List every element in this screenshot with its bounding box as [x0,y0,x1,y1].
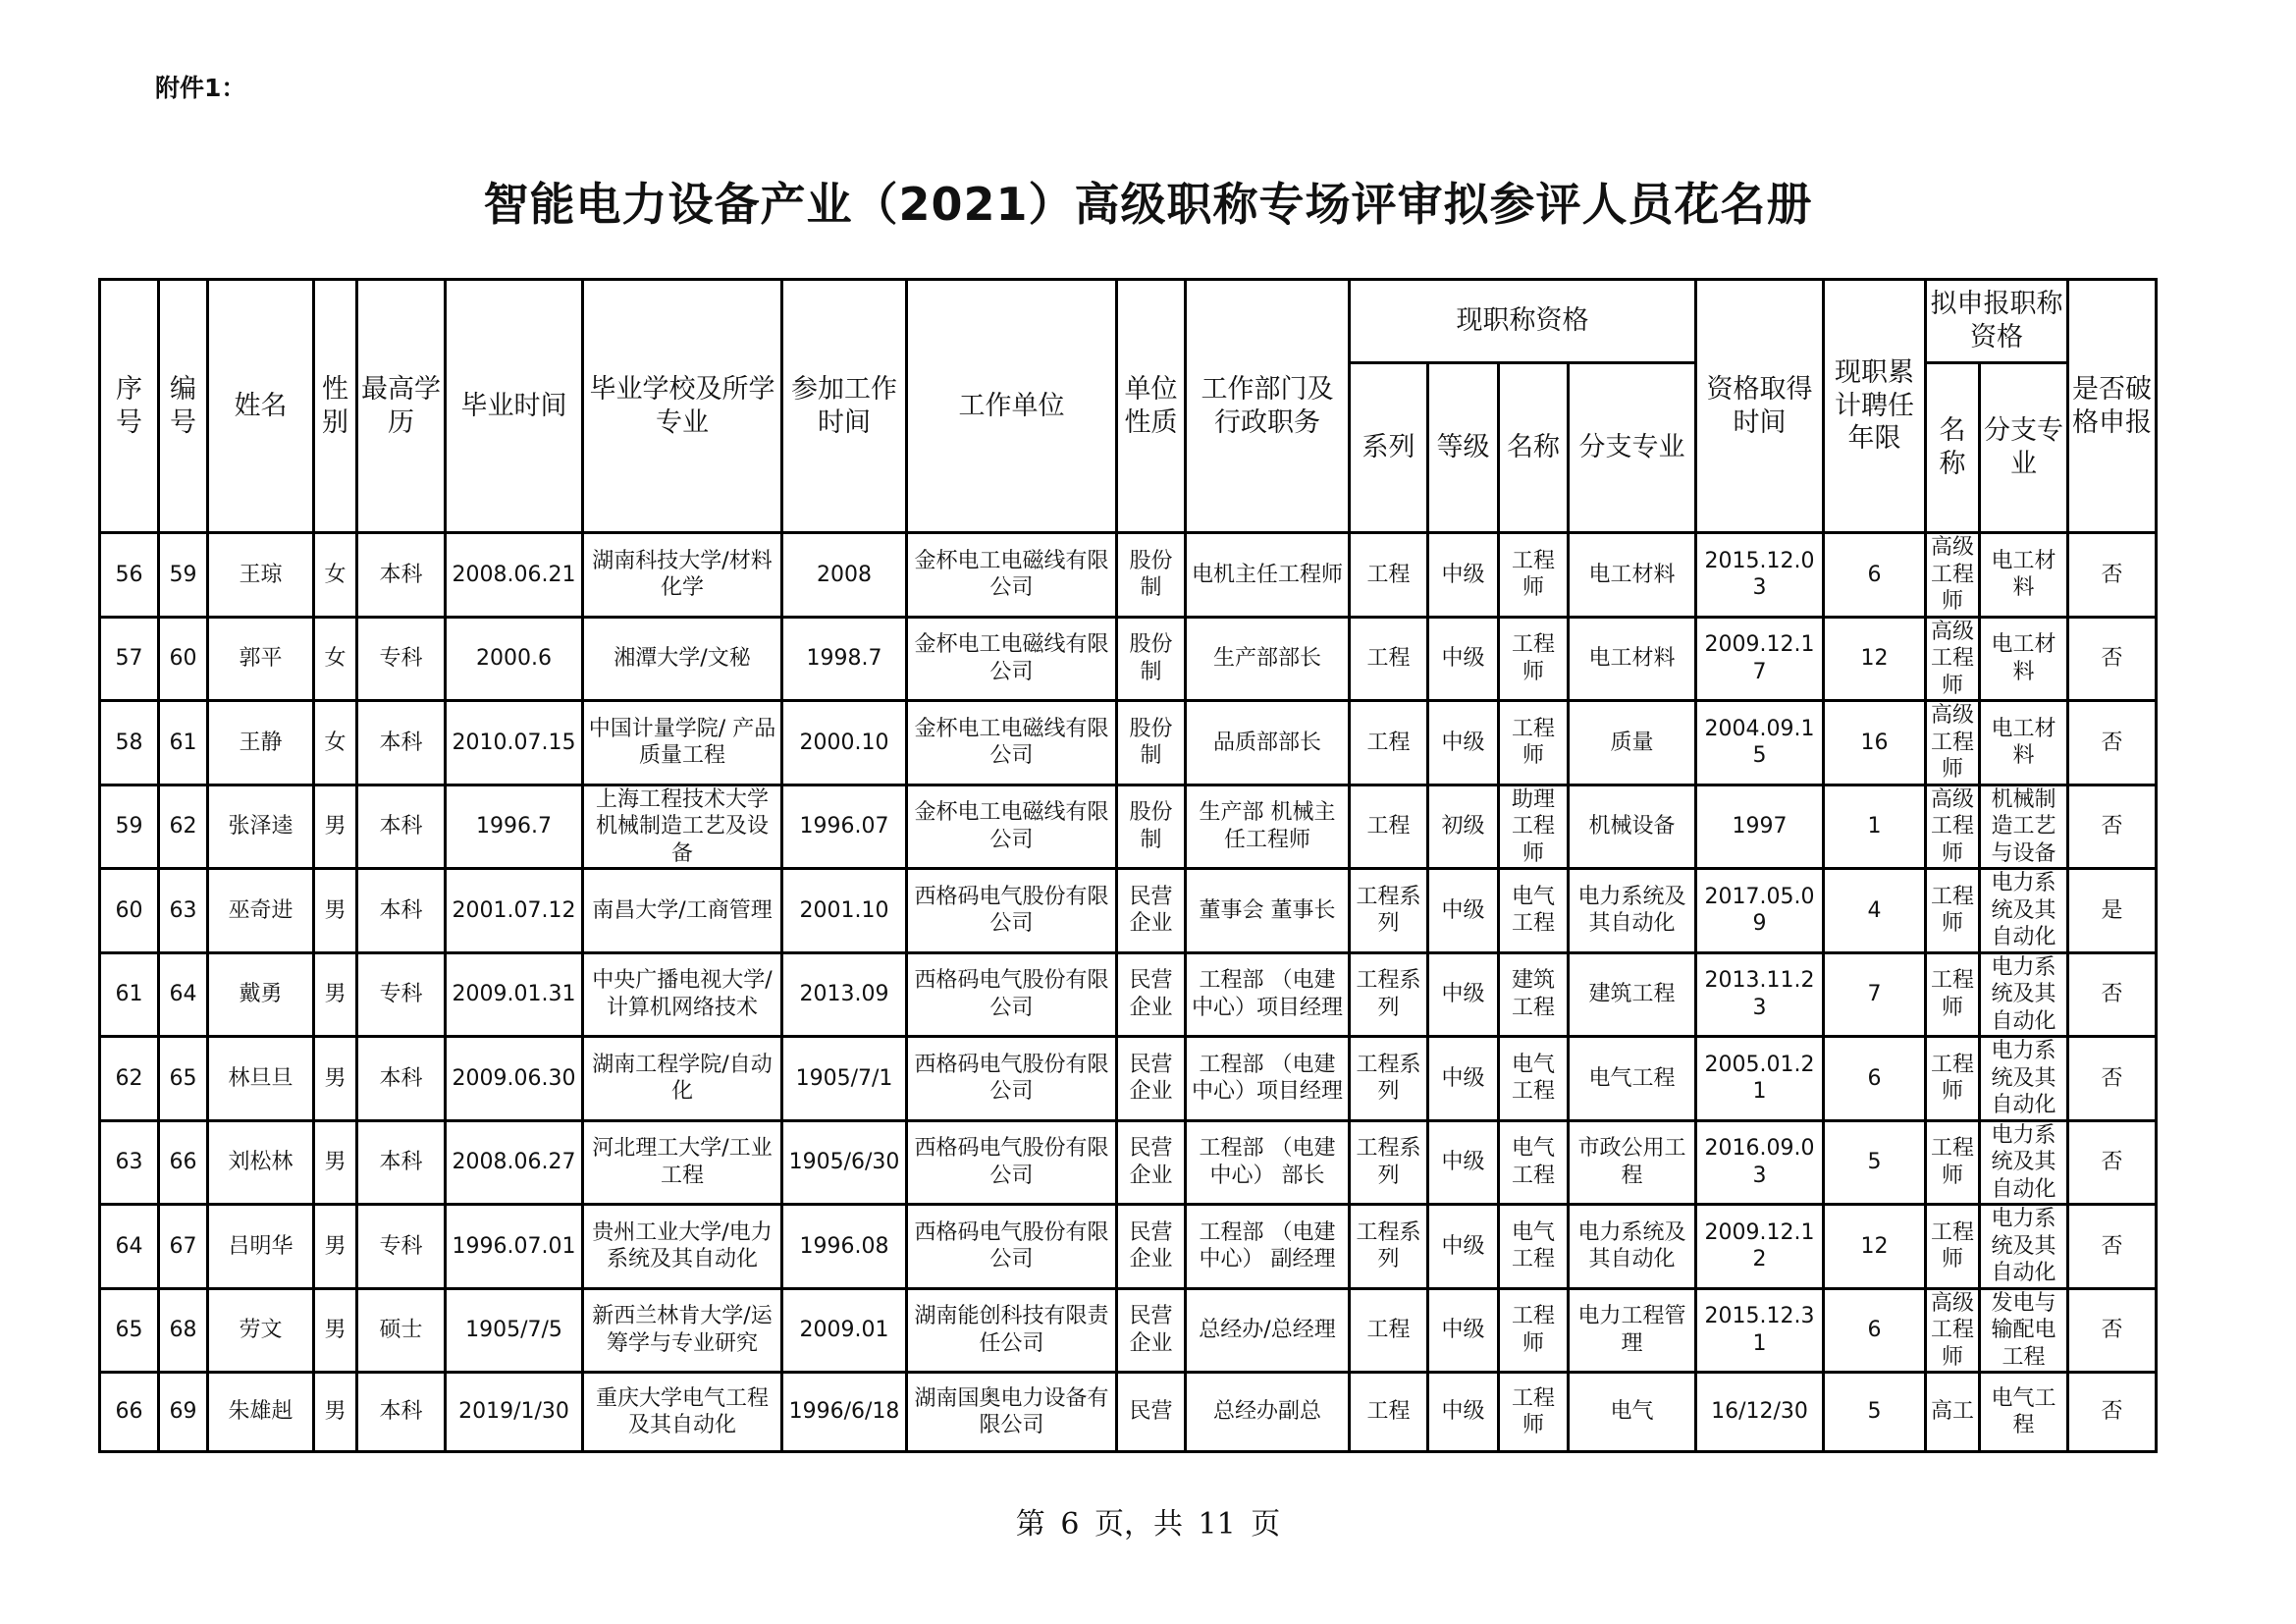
cell-name: 吕明华 [208,1205,314,1289]
cell-current-series: 工程系列 [1350,869,1428,953]
table-row [100,1288,2209,1373]
cell-unit-type: 股份制 [1117,701,1186,785]
col-header-education: 最高学历 [357,280,446,533]
col-header-school-major: 毕业学校及所学专业 [583,280,782,533]
cell-current-name: 电气工程 [1499,1120,1569,1205]
cell-employer: 西格码电气股份有限公司 [907,952,1117,1037]
cell-qual-time: 2004.09.15 [1696,701,1824,785]
cell-seq: 65 [100,1288,159,1373]
cell-apply-name: 工程师 [1926,1205,1980,1289]
cell-work-start: 1998.7 [782,617,907,701]
cell-qual-time: 1997 [1696,785,1824,869]
cell-seq: 62 [100,1037,159,1121]
cell-current-branch: 市政公用工程 [1569,1120,1696,1205]
cell-name: 刘松林 [208,1120,314,1205]
cell-current-series: 工程系列 [1350,1120,1428,1205]
cell-current-level: 中级 [1428,1373,1499,1452]
cell-current-branch: 电工材料 [1569,533,1696,618]
cell-exceptional: 否 [2068,533,2157,618]
cell-unit-type: 股份制 [1117,617,1186,701]
cell-work-start: 1996.07 [782,785,907,869]
attachment-label: 附件1： [155,74,246,102]
cell-code: 67 [159,1205,208,1289]
cell-apply-name: 高级工程师 [1926,785,1980,869]
cell-apply-branch: 电力系统及其自动化 [1980,1120,2068,1205]
cell-qual-time: 2015.12.31 [1696,1288,1824,1373]
cell-current-level: 中级 [1428,1288,1499,1373]
cell-exceptional: 否 [2068,1120,2157,1205]
cell-employer: 金杯电工电磁线有限公司 [907,701,1117,785]
col-header-code: 编号 [159,280,208,533]
cell-qual-time: 2015.12.03 [1696,533,1824,618]
cell-current-branch: 电气工程 [1569,1037,1696,1121]
cell-seq: 61 [100,952,159,1037]
cell-gender: 男 [314,785,357,869]
cell-dept-position: 生产部 机械主任工程师 [1186,785,1350,869]
cell-unit-type: 民营企业 [1117,869,1186,953]
col-header-exceptional: 是否破格申报 [2068,280,2157,533]
cell-seq: 60 [100,869,159,953]
cell-exceptional: 是 [2068,869,2157,953]
col-header-gender: 性别 [314,280,357,533]
cell-current-name: 电气工程 [1499,869,1569,953]
cell-apply-branch: 电工材料 [1980,617,2068,701]
cell-name: 郭平 [208,617,314,701]
cell-code: 69 [159,1373,208,1452]
cell-dept-position: 工程部 （电建中心） 部长 [1186,1120,1350,1205]
cell-qual-time: 16/12/30 [1696,1373,1824,1452]
table-row [100,533,2209,618]
cell-school-major: 上海工程技术大学机械制造工艺及设备 [583,785,782,869]
cell-education: 本科 [357,1120,446,1205]
cell-gender: 女 [314,701,357,785]
roster-body [100,533,2209,1452]
col-header-years-employed: 现职累计聘任年限 [1824,280,1926,533]
cell-gender: 女 [314,617,357,701]
cell-school-major: 湖南科技大学/材料化学 [583,533,782,618]
cell-education: 本科 [357,533,446,618]
cell-apply-name: 工程师 [1926,869,1980,953]
cell-work-start: 1905/7/1 [782,1037,907,1121]
cell-years-employed: 16 [1824,701,1926,785]
cell-apply-name: 工程师 [1926,1037,1980,1121]
cell-apply-name: 高工 [1926,1373,1980,1452]
cell-gender: 女 [314,533,357,618]
cell-gender: 男 [314,1037,357,1121]
cell-seq: 58 [100,701,159,785]
cell-current-branch: 建筑工程 [1569,952,1696,1037]
cell-gender: 男 [314,869,357,953]
cell-name: 朱雄赳 [208,1373,314,1452]
page-number: 第 6 页，共 11 页 [1015,1507,1281,1542]
cell-dept-position: 电机主任工程师 [1186,533,1350,618]
col-group-apply-title: 拟申报职称资格 [1926,280,2068,363]
cell-years-employed: 4 [1824,869,1926,953]
cell-current-name: 电气工程 [1499,1037,1569,1121]
cell-years-employed: 1 [1824,785,1926,869]
cell-school-major: 河北理工大学/工业工程 [583,1120,782,1205]
table-row [100,1373,2209,1452]
col-header-unit-type: 单位性质 [1117,280,1186,533]
cell-seq: 56 [100,533,159,618]
cell-school-major: 中央广播电视大学/计算机网络技术 [583,952,782,1037]
cell-work-start: 2001.10 [782,869,907,953]
cell-education: 本科 [357,701,446,785]
cell-current-series: 工程 [1350,701,1428,785]
cell-name: 戴勇 [208,952,314,1037]
cell-current-name: 电气工程 [1499,1205,1569,1289]
cell-code: 65 [159,1037,208,1121]
col-header-seq: 序号 [100,280,159,533]
col-header-apply-name: 名称 [1926,363,1980,533]
cell-grad-time: 2008.06.21 [446,533,583,618]
cell-exceptional: 否 [2068,1037,2157,1121]
cell-gender: 男 [314,1120,357,1205]
cell-current-branch: 质量 [1569,701,1696,785]
cell-qual-time: 2009.12.17 [1696,617,1824,701]
cell-code: 61 [159,701,208,785]
table-row [100,952,2209,1037]
cell-current-level: 中级 [1428,1205,1499,1289]
cell-years-employed: 6 [1824,1037,1926,1121]
cell-name: 王琼 [208,533,314,618]
cell-apply-name: 工程师 [1926,952,1980,1037]
cell-employer: 西格码电气股份有限公司 [907,1205,1117,1289]
cell-education: 本科 [357,785,446,869]
cell-employer: 西格码电气股份有限公司 [907,1037,1117,1121]
cell-apply-name: 高级工程师 [1926,1288,1980,1373]
cell-exceptional: 否 [2068,952,2157,1037]
cell-gender: 男 [314,1288,357,1373]
cell-years-employed: 5 [1824,1373,1926,1452]
cell-current-level: 中级 [1428,1120,1499,1205]
cell-grad-time: 2010.07.15 [446,701,583,785]
col-header-grad-time: 毕业时间 [446,280,583,533]
cell-school-major: 湖南工程学院/自动化 [583,1037,782,1121]
cell-school-major: 新西兰林肯大学/运筹学与专业研究 [583,1288,782,1373]
cell-current-series: 工程系列 [1350,1205,1428,1289]
col-header-work-start: 参加工作时间 [782,280,907,533]
cell-seq: 64 [100,1205,159,1289]
cell-apply-branch: 电工材料 [1980,701,2068,785]
cell-grad-time: 2009.01.31 [446,952,583,1037]
cell-current-name: 工程师 [1499,1288,1569,1373]
cell-work-start: 2008 [782,533,907,618]
cell-name: 劳文 [208,1288,314,1373]
cell-grad-time: 2008.06.27 [446,1120,583,1205]
cell-apply-branch: 电气工程 [1980,1373,2068,1452]
cell-years-employed: 6 [1824,1288,1926,1373]
cell-grad-time: 2019/1/30 [446,1373,583,1452]
cell-years-employed: 12 [1824,1205,1926,1289]
cell-code: 59 [159,533,208,618]
cell-current-branch: 机械设备 [1569,785,1696,869]
cell-dept-position: 总经办/总经理 [1186,1288,1350,1373]
col-header-name: 姓名 [208,280,314,533]
cell-years-employed: 6 [1824,533,1926,618]
cell-current-branch: 电力工程管理 [1569,1288,1696,1373]
col-header-current-series: 系列 [1350,363,1428,533]
cell-current-series: 工程系列 [1350,952,1428,1037]
cell-education: 本科 [357,1037,446,1121]
table-row [100,869,2209,953]
cell-current-name: 工程师 [1499,533,1569,618]
cell-education: 硕士 [357,1288,446,1373]
cell-work-start: 2013.09 [782,952,907,1037]
cell-unit-type: 民营企业 [1117,952,1186,1037]
cell-school-major: 湘潭大学/文秘 [583,617,782,701]
cell-current-series: 工程 [1350,617,1428,701]
cell-apply-branch: 电工材料 [1980,533,2068,618]
col-header-current-level: 等级 [1428,363,1499,533]
cell-education: 专科 [357,617,446,701]
cell-code: 63 [159,869,208,953]
cell-current-level: 中级 [1428,701,1499,785]
cell-qual-time: 2009.12.12 [1696,1205,1824,1289]
cell-current-name: 助理工程师 [1499,785,1569,869]
cell-apply-name: 工程师 [1926,1120,1980,1205]
cell-school-major: 南昌大学/工商管理 [583,869,782,953]
cell-exceptional: 否 [2068,785,2157,869]
cell-current-branch: 电气 [1569,1373,1696,1452]
cell-current-branch: 电力系统及其自动化 [1569,869,1696,953]
cell-qual-time: 2005.01.21 [1696,1037,1824,1121]
cell-current-name: 工程师 [1499,701,1569,785]
cell-gender: 男 [314,1373,357,1452]
col-header-apply-branch: 分支专业 [1980,363,2068,533]
cell-qual-time: 2017.05.09 [1696,869,1824,953]
cell-name: 王静 [208,701,314,785]
cell-current-name: 工程师 [1499,617,1569,701]
cell-name: 张泽逵 [208,785,314,869]
cell-apply-branch: 机械制造工艺与设备 [1980,785,2068,869]
cell-apply-branch: 电力系统及其自动化 [1980,1205,2068,1289]
cell-employer: 西格码电气股份有限公司 [907,869,1117,953]
cell-unit-type: 民营企业 [1117,1037,1186,1121]
cell-current-level: 中级 [1428,952,1499,1037]
col-header-current-name: 名称 [1499,363,1569,533]
cell-seq: 63 [100,1120,159,1205]
cell-unit-type: 民营 [1117,1373,1186,1452]
cell-code: 62 [159,785,208,869]
col-header-employer: 工作单位 [907,280,1117,533]
cell-employer: 金杯电工电磁线有限公司 [907,533,1117,618]
cell-apply-branch: 电力系统及其自动化 [1980,869,2068,953]
cell-current-name: 建筑工程 [1499,952,1569,1037]
cell-current-branch: 电工材料 [1569,617,1696,701]
cell-education: 专科 [357,1205,446,1289]
cell-apply-name: 高级工程师 [1926,617,1980,701]
table-row [100,1205,2209,1289]
cell-employer: 湖南国奥电力设备有限公司 [907,1373,1117,1452]
cell-current-level: 初级 [1428,785,1499,869]
cell-years-employed: 5 [1824,1120,1926,1205]
cell-seq: 66 [100,1373,159,1452]
cell-current-level: 中级 [1428,1037,1499,1121]
cell-work-start: 2000.10 [782,701,907,785]
cell-current-series: 工程系列 [1350,1037,1428,1121]
cell-apply-branch: 发电与输配电工程 [1980,1288,2068,1373]
cell-qual-time: 2013.11.23 [1696,952,1824,1037]
col-header-dept-position: 工作部门及 行政职务 [1186,280,1350,533]
cell-dept-position: 工程部 （电建中心）项目经理 [1186,1037,1350,1121]
cell-work-start: 1996/6/18 [782,1373,907,1452]
cell-exceptional: 否 [2068,1205,2157,1289]
cell-employer: 湖南能创科技有限责任公司 [907,1288,1117,1373]
cell-current-level: 中级 [1428,533,1499,618]
cell-name: 巫奇进 [208,869,314,953]
col-group-current-title: 现职称资格 [1350,280,1696,363]
cell-current-series: 工程 [1350,785,1428,869]
cell-education: 专科 [357,952,446,1037]
cell-unit-type: 民营企业 [1117,1288,1186,1373]
table-row [100,1037,2209,1121]
cell-apply-name: 高级工程师 [1926,533,1980,618]
table-row [100,1120,2209,1205]
cell-unit-type: 股份制 [1117,533,1186,618]
cell-school-major: 中国计量学院/ 产品质量工程 [583,701,782,785]
cell-exceptional: 否 [2068,1373,2157,1452]
cell-dept-position: 工程部 （电建中心）项目经理 [1186,952,1350,1037]
cell-gender: 男 [314,1205,357,1289]
cell-current-series: 工程 [1350,1373,1428,1452]
cell-apply-branch: 电力系统及其自动化 [1980,952,2068,1037]
cell-employer: 西格码电气股份有限公司 [907,1120,1117,1205]
cell-exceptional: 否 [2068,701,2157,785]
cell-education: 本科 [357,1373,446,1452]
cell-unit-type: 股份制 [1117,785,1186,869]
cell-grad-time: 1905/7/5 [446,1288,583,1373]
cell-dept-position: 生产部部长 [1186,617,1350,701]
cell-grad-time: 2009.06.30 [446,1037,583,1121]
cell-unit-type: 民营企业 [1117,1205,1186,1289]
cell-grad-time: 1996.07.01 [446,1205,583,1289]
roster-table [98,278,2210,1453]
cell-school-major: 贵州工业大学/电力系统及其自动化 [583,1205,782,1289]
cell-exceptional: 否 [2068,617,2157,701]
cell-current-branch: 电力系统及其自动化 [1569,1205,1696,1289]
cell-gender: 男 [314,952,357,1037]
header-row-top [100,280,2209,363]
col-header-qual-time: 资格取得时间 [1696,280,1824,533]
cell-code: 64 [159,952,208,1037]
cell-grad-time: 2001.07.12 [446,869,583,953]
cell-years-employed: 12 [1824,617,1926,701]
cell-name: 林旦旦 [208,1037,314,1121]
cell-grad-time: 2000.6 [446,617,583,701]
cell-employer: 金杯电工电磁线有限公司 [907,785,1117,869]
cell-dept-position: 品质部部长 [1186,701,1350,785]
cell-current-level: 中级 [1428,869,1499,953]
cell-work-start: 2009.01 [782,1288,907,1373]
cell-code: 60 [159,617,208,701]
cell-work-start: 1905/6/30 [782,1120,907,1205]
cell-grad-time: 1996.7 [446,785,583,869]
cell-dept-position: 董事会 董事长 [1186,869,1350,953]
cell-dept-position: 总经办副总 [1186,1373,1350,1452]
cell-code: 66 [159,1120,208,1205]
cell-apply-name: 高级工程师 [1926,701,1980,785]
cell-qual-time: 2016.09.03 [1696,1120,1824,1205]
document-title: 智能电力设备产业（2021）高级职称专场评审拟参评人员花名册 [483,178,1813,231]
cell-years-employed: 7 [1824,952,1926,1037]
table-row [100,701,2209,785]
cell-school-major: 重庆大学电气工程及其自动化 [583,1373,782,1452]
cell-current-level: 中级 [1428,617,1499,701]
cell-apply-branch: 电力系统及其自动化 [1980,1037,2068,1121]
table-row [100,617,2209,701]
table-row [100,785,2209,869]
cell-code: 68 [159,1288,208,1373]
cell-dept-position: 工程部 （电建中心） 副经理 [1186,1205,1350,1289]
cell-work-start: 1996.08 [782,1205,907,1289]
cell-exceptional: 否 [2068,1288,2157,1373]
cell-current-series: 工程 [1350,533,1428,618]
cell-seq: 57 [100,617,159,701]
cell-seq: 59 [100,785,159,869]
cell-employer: 金杯电工电磁线有限公司 [907,617,1117,701]
cell-current-name: 工程师 [1499,1373,1569,1452]
cell-current-series: 工程 [1350,1288,1428,1373]
cell-education: 本科 [357,869,446,953]
cell-unit-type: 民营企业 [1117,1120,1186,1205]
col-header-current-branch: 分支专业 [1569,363,1696,533]
